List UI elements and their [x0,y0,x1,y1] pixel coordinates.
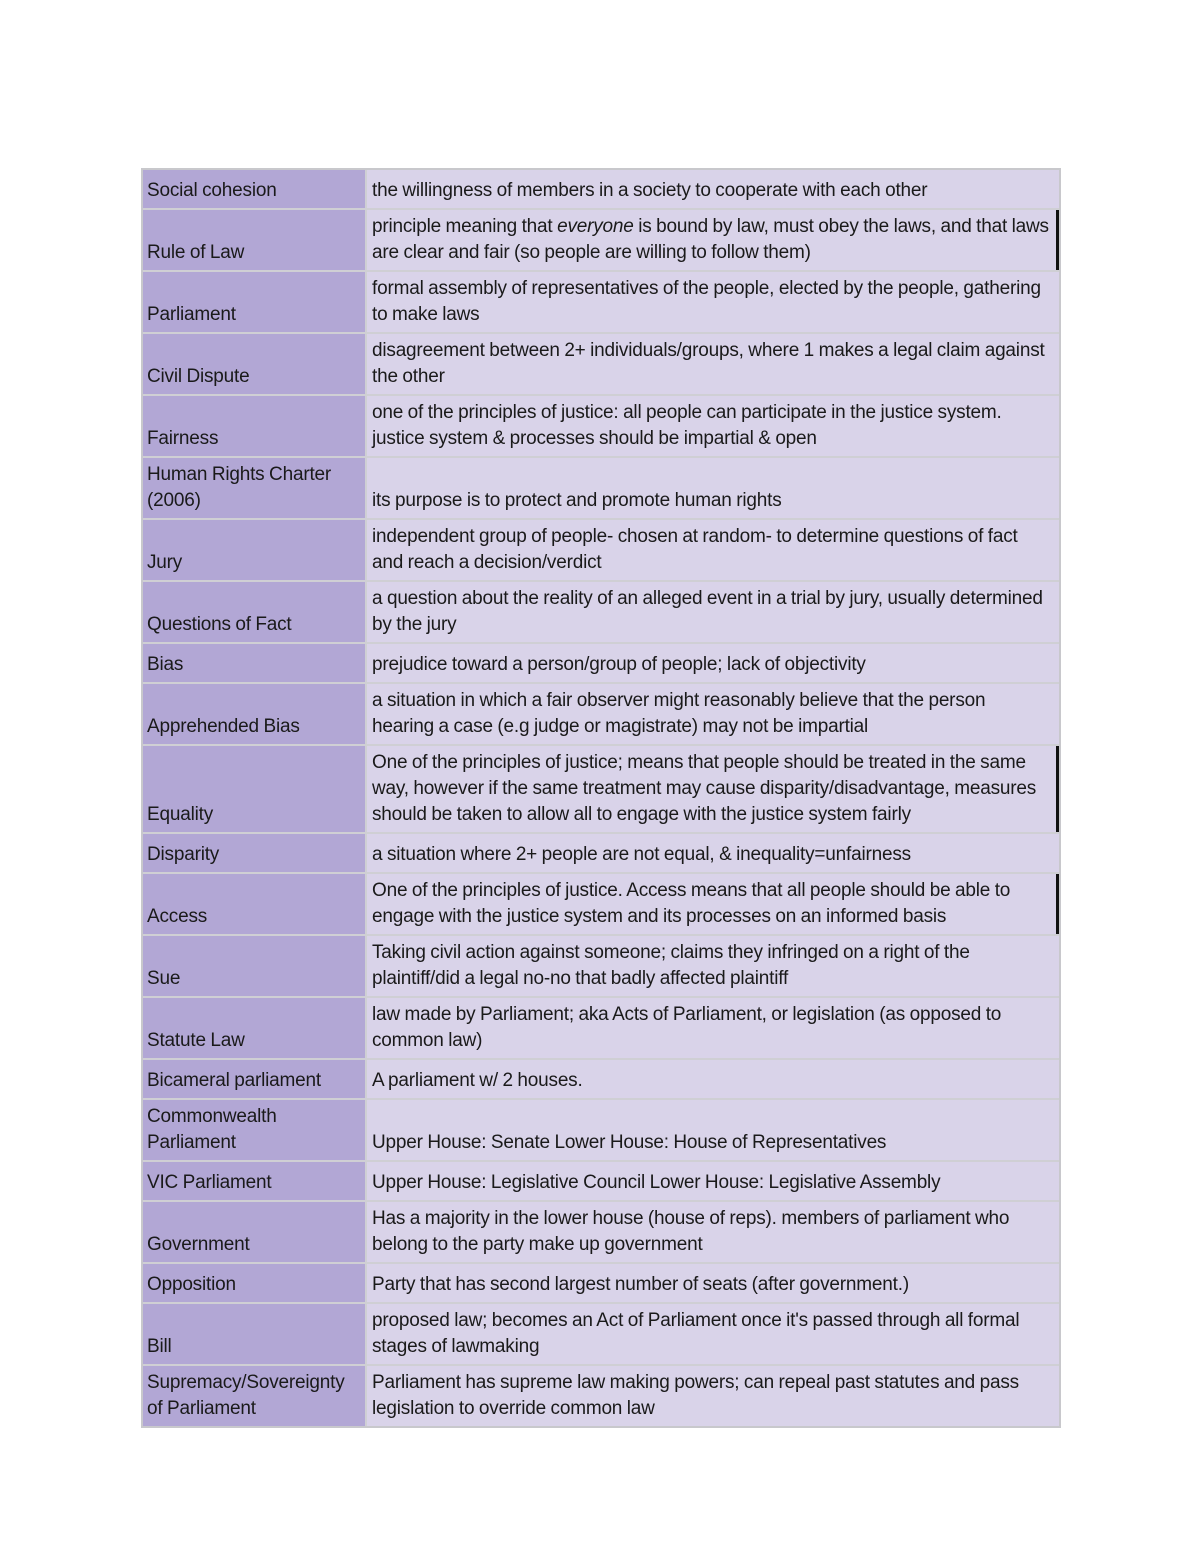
term-cell: Questions of Fact [143,582,367,644]
definition-text: is bound by law, must obey the laws, and that laws are clear and fair (so people are willing to follow them) [372,216,1049,263]
term-cell: Fairness [143,396,367,458]
table-row [143,936,1059,998]
definition-cell: Party that has second largest number of seats (after government.) [367,1264,1059,1304]
definition-cell: Parliament has supreme law making powers; can repeal past statutes and pass legislation to override common law [367,1366,1059,1426]
term-cell: Jury [143,520,367,582]
term-cell: Civil Dispute [143,334,367,396]
definition-cell [367,210,1059,272]
definition-cell: Has a majority in the lower house (house of reps). members of parliament who belong to the party make up government [367,1202,1059,1264]
table-row [143,396,1059,458]
definition-cell: prejudice toward a person/group of people; lack of objectivity [367,644,1059,684]
table-row [143,874,1059,936]
definition-cell: One of the principles of justice. Access means that all people should be able to engage with the justice system and its processes on an informed basis [367,874,1059,936]
glossary-table [141,168,1061,1428]
definition-cell: Upper House: Senate Lower House: House of Representatives [367,1100,1059,1162]
table-row [143,170,1059,210]
definition-cell: a question about the reality of an alleged event in a trial by jury, usually determined by the jury [367,582,1059,644]
term-cell: Supremacy/Sovereignty of Parliament [143,1366,367,1426]
term-cell: Government [143,1202,367,1264]
definition-cell: one of the principles of justice: all people can participate in the justice system. justice system & processes should be impartial & open [367,396,1059,458]
table-row [143,582,1059,644]
definition-cell: proposed law; becomes an Act of Parliament once it's passed through all formal stages of lawmaking [367,1304,1059,1366]
table-row [143,998,1059,1060]
term-cell: VIC Parliament [143,1162,367,1202]
table-row [143,1060,1059,1100]
table-row [143,834,1059,874]
table-row [143,458,1059,520]
term-cell: Disparity [143,834,367,874]
term-cell: Rule of Law [143,210,367,272]
table-row [143,684,1059,746]
definition-cell: disagreement between 2+ individuals/groups, where 1 makes a legal claim against the other [367,334,1059,396]
term-cell: Parliament [143,272,367,334]
definition-cell: One of the principles of justice; means that people should be treated in the same way, however if the same treatment may cause disparity/disadvantage, measures should be taken to allow all to engage with the justice system fairly [367,746,1059,834]
table-row [143,334,1059,396]
term-cell: Bicameral parliament [143,1060,367,1100]
definition-cell: A parliament w/ 2 houses. [367,1060,1059,1100]
definition-cell: its purpose is to protect and promote human rights [367,458,1059,520]
table-row [143,210,1059,272]
table-row [143,1162,1059,1202]
term-cell: Opposition [143,1264,367,1304]
term-cell: Social cohesion [143,170,367,210]
definition-text: principle meaning that [372,216,558,237]
term-cell: Bias [143,644,367,684]
term-cell: Human Rights Charter (2006) [143,458,367,520]
term-cell: Bill [143,1304,367,1366]
definition-cell: independent group of people- chosen at random- to determine questions of fact and reach a decision/verdict [367,520,1059,582]
definition-cell: law made by Parliament; aka Acts of Parliament, or legislation (as opposed to common law) [367,998,1059,1060]
definition-cell: a situation where 2+ people are not equal, & inequality=unfairness [367,834,1059,874]
definition-cell: formal assembly of representatives of the people, elected by the people, gathering to make laws [367,272,1059,334]
table-row [143,272,1059,334]
term-cell: Statute Law [143,998,367,1060]
term-cell: Commonwealth Parliament [143,1100,367,1162]
definition-emphasis: everyone [557,216,634,237]
definition-cell: a situation in which a fair observer might reasonably believe that the person hearing a case (e.g judge or magistrate) may not be impartial [367,684,1059,746]
table-row [143,1100,1059,1162]
table-row [143,1264,1059,1304]
table-row [143,1304,1059,1366]
table-row [143,746,1059,834]
term-cell: Sue [143,936,367,998]
table-row [143,1202,1059,1264]
definition-cell: Upper House: Legislative Council Lower House: Legislative Assembly [367,1162,1059,1202]
table-row [143,520,1059,582]
term-cell: Apprehended Bias [143,684,367,746]
table-row [143,1366,1059,1426]
term-cell: Equality [143,746,367,834]
definition-cell: the willingness of members in a society to cooperate with each other [367,170,1059,210]
table-row [143,644,1059,684]
term-cell: Access [143,874,367,936]
definition-cell: Taking civil action against someone; claims they infringed on a right of the plaintiff/did a legal no-no that badly affected plaintiff [367,936,1059,998]
